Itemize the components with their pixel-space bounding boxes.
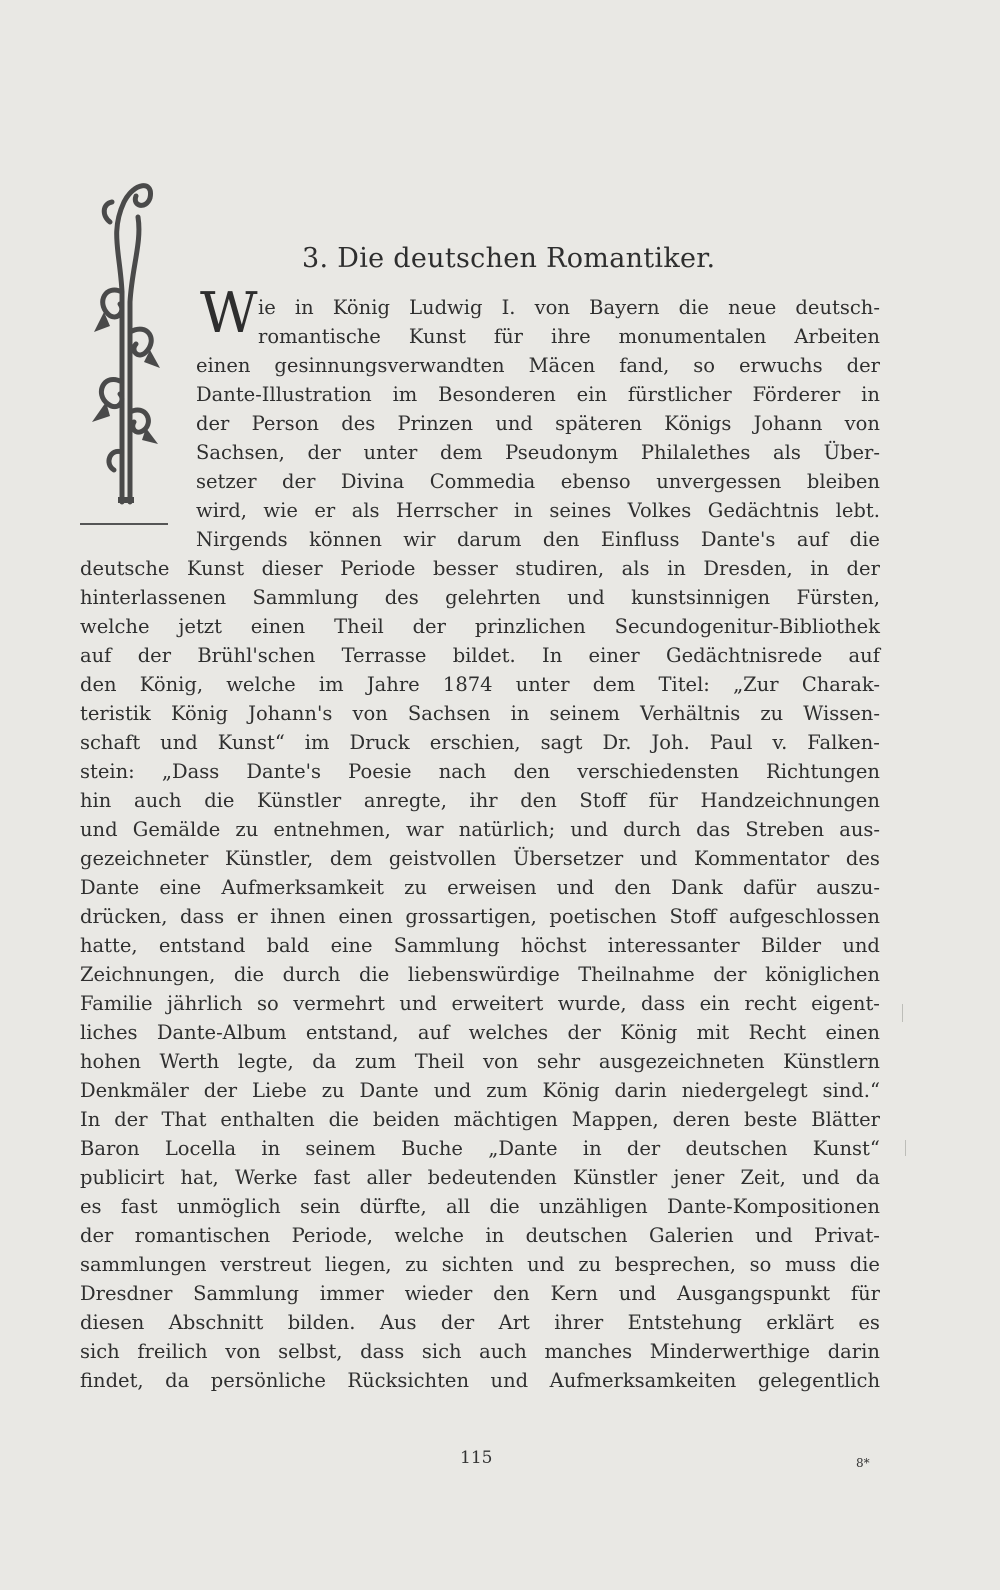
text-line: Familie jährlich so vermehrt und erweitert wurde, dass ein recht eigent- [80, 992, 880, 1015]
text-line: gezeichneter Künstler, dem geistvollen Übersetzer und Kommentator des [80, 847, 880, 870]
text-line: setzer der Divina Commedia ebenso unvergessen bleiben [196, 470, 880, 493]
text-line: und Gemälde zu entnehmen, war natürlich; und durch das Streben aus- [80, 818, 880, 841]
text-line: deutsche Kunst dieser Periode besser studiren, als in Dresden, in der [80, 557, 880, 580]
text-line: sich freilich von selbst, dass sich auch manches Minderwerthige darin [80, 1340, 880, 1363]
text-line: Sachsen, der unter dem Pseudonym Philalethes als Über- [196, 441, 880, 464]
text-line: Dresdner Sammlung immer wieder den Kern und Ausgangspunkt für [80, 1282, 880, 1305]
text-line: Baron Locella in seinem Buche „Dante in der deutschen Kunst“ [80, 1137, 880, 1160]
text-line: der Person des Prinzen und späteren Königs Johann von [196, 412, 880, 435]
text-line: drücken, dass er ihnen einen grossartigen, poetischen Stoff aufgeschlossen [80, 905, 880, 928]
text-line: hatte, entstand bald eine Sammlung höchst interessanter Bilder und [80, 934, 880, 957]
drop-cap: W [200, 281, 258, 346]
text-line: publicirt hat, Werke fast aller bedeutenden Künstler jener Zeit, und da [80, 1166, 880, 1189]
chapter-title: 3. Die deutschen Romantiker. [302, 243, 716, 274]
text-line: stein: „Dass Dante's Poesie nach den verschiedensten Richtungen [80, 760, 880, 783]
text-line: auf der Brühl'schen Terrasse bildet. In einer Gedächtnisrede auf [80, 644, 880, 667]
text-line: hohen Werth legte, da zum Theil von sehr ausgezeichneten Künstlern [80, 1050, 880, 1073]
text-line: hinterlassenen Sammlung des gelehrten und kunstsinnigen Fürsten, [80, 586, 880, 609]
text-line: romantische Kunst für ihre monumentalen Arbeiten [258, 325, 880, 348]
text-line: findet, da persönliche Rücksichten und Aufmerksamkeiten gelegentlich [80, 1369, 880, 1392]
text-line: diesen Abschnitt bilden. Aus der Art ihrer Entstehung erklärt es [80, 1311, 880, 1334]
text-line: den König, welche im Jahre 1874 unter dem Titel: „Zur Charak- [80, 673, 880, 696]
margin-mark [902, 1004, 903, 1022]
text-line: Nirgends können wir darum den Einfluss Dante's auf die [196, 528, 880, 551]
text-line: ie in König Ludwig I. von Bayern die neue deutsch- [258, 296, 880, 319]
text-line: Denkmäler der Liebe zu Dante und zum König darin niedergelegt sind.“ [80, 1079, 880, 1102]
text-line: In der That enthalten die beiden mächtigen Mappen, deren beste Blätter [80, 1108, 880, 1131]
text-line: Zeichnungen, die durch die liebenswürdige Theilnahme der königlichen [80, 963, 880, 986]
initial-ornament-icon [80, 172, 170, 532]
text-line: welche jetzt einen Theil der prinzlichen Secundogenitur-Bibliothek [80, 615, 880, 638]
text-line: es fast unmöglich sein dürfte, all die unzähligen Dante-Kompositionen [80, 1195, 880, 1218]
signature-mark: 8* [856, 1456, 870, 1470]
text-line: einen gesinnungsverwandten Mäcen fand, so erwuchs der [196, 354, 880, 377]
text-line: der romantischen Periode, welche in deutschen Galerien und Privat- [80, 1224, 880, 1247]
text-line: sammlungen verstreut liegen, zu sichten und zu besprechen, so muss die [80, 1253, 880, 1276]
text-line: Dante eine Aufmerksamkeit zu erweisen und den Dank dafür auszu- [80, 876, 880, 899]
text-line: schaft und Kunst“ im Druck erschien, sagt Dr. Joh. Paul v. Falken- [80, 731, 880, 754]
text-line: hin auch die Künstler anregte, ihr den Stoff für Handzeichnungen [80, 789, 880, 812]
text-line: liches Dante-Album entstand, auf welches der König mit Recht einen [80, 1021, 880, 1044]
text-line: teristik König Johann's von Sachsen in seinem Verhältnis zu Wissen- [80, 702, 880, 725]
text-line: wird, wie er als Herrscher in seines Volkes Gedächtnis lebt. [196, 499, 880, 522]
text-line: Dante-Illustration im Besonderen ein fürstlicher Förderer in [196, 383, 880, 406]
page-number: 115 [460, 1448, 493, 1468]
margin-mark [905, 1140, 906, 1156]
